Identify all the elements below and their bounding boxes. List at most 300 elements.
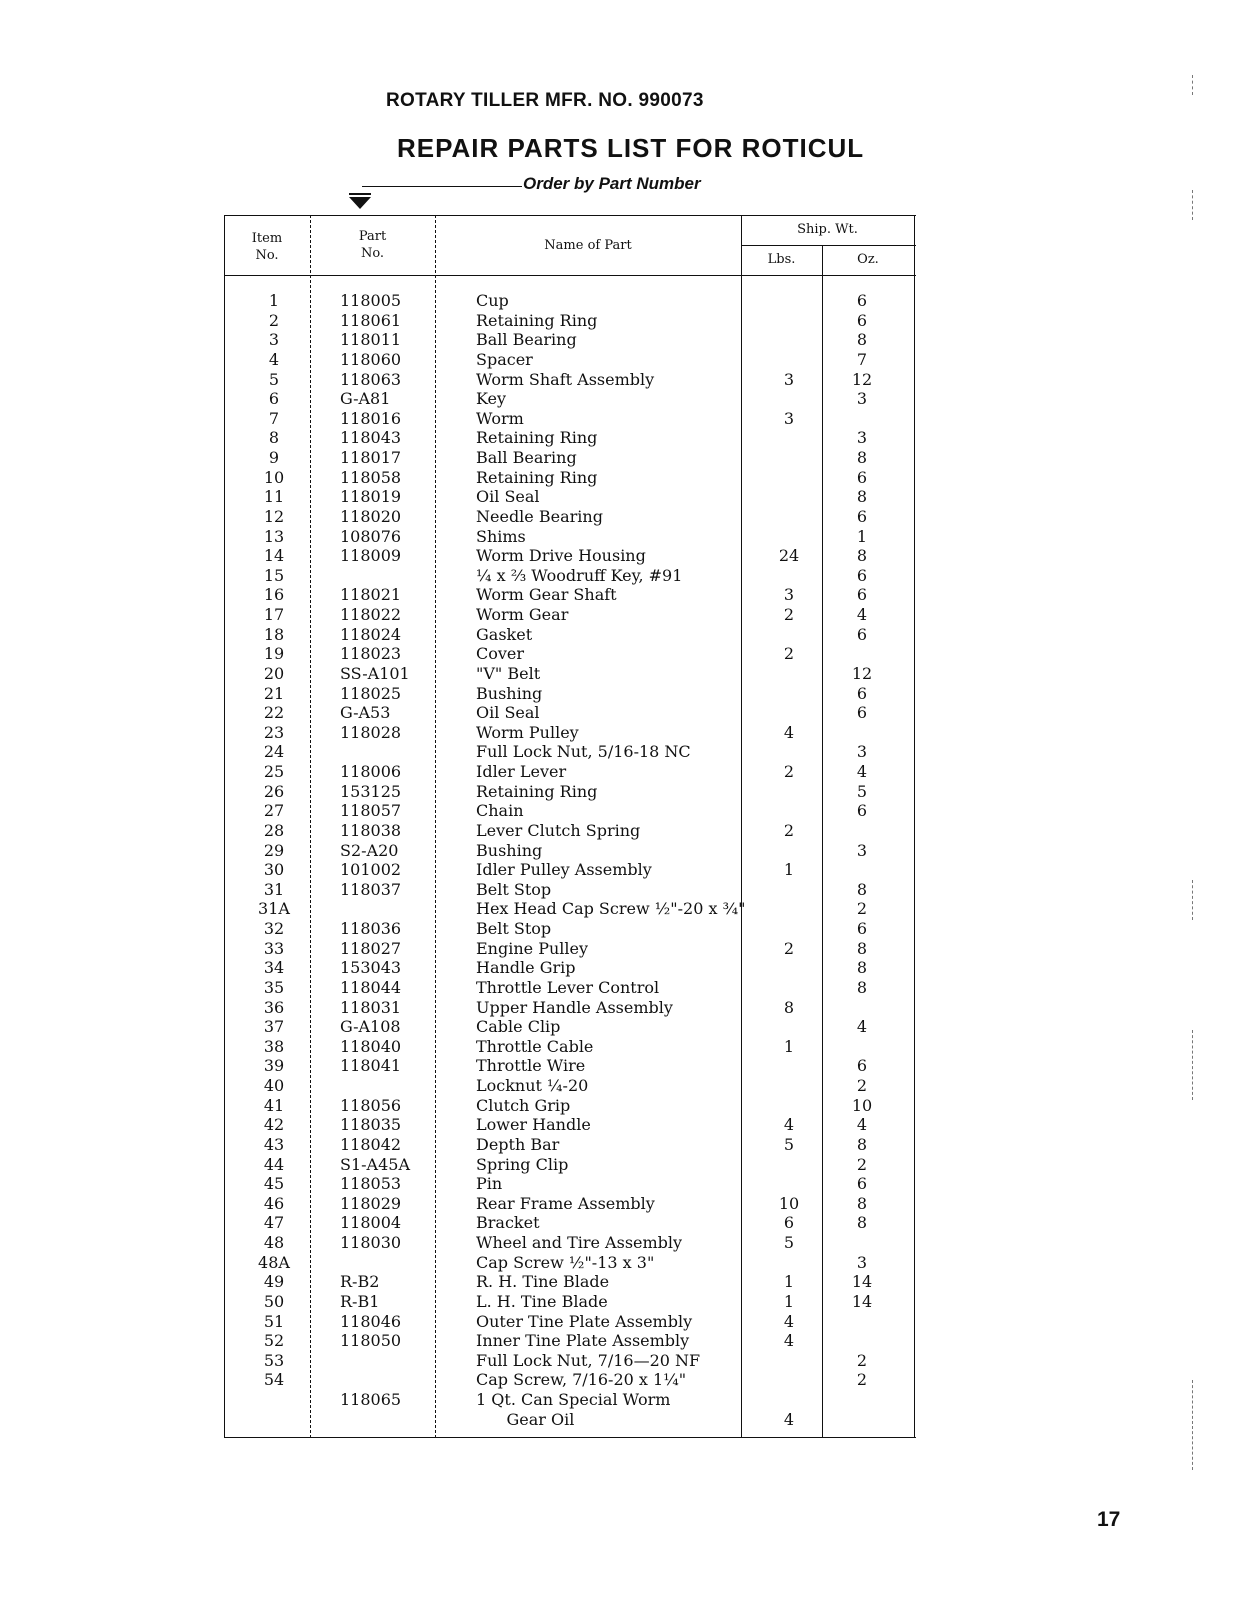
table-row	[224, 782, 916, 802]
weight-oz: 10	[851, 1095, 873, 1115]
part-number: 118057	[340, 801, 402, 821]
part-name: Lower Handle	[476, 1115, 591, 1135]
item-number: 21	[263, 683, 285, 703]
item-number: 18	[263, 624, 285, 644]
table-row	[224, 370, 916, 390]
part-number: 118004	[340, 1213, 402, 1233]
table-row	[224, 1017, 916, 1037]
part-number: G-A108	[340, 1017, 401, 1037]
weight-lbs: 6	[783, 1213, 795, 1233]
item-number: 50	[263, 1291, 285, 1311]
part-name: Bracket	[476, 1213, 540, 1233]
item-number: 27	[263, 801, 285, 821]
part-number: 118060	[340, 349, 402, 369]
item-number: 40	[263, 1076, 285, 1095]
item-number: 12	[263, 506, 285, 526]
item-number: 48A	[258, 1252, 290, 1272]
weight-lbs: 1	[783, 1291, 795, 1311]
part-name: Belt Stop	[476, 879, 552, 899]
weight-oz: 2	[856, 1370, 868, 1390]
part-name: Retaining Ring	[476, 310, 598, 330]
table-row	[224, 311, 916, 331]
weight-oz: 4	[856, 1115, 868, 1135]
part-name: Worm	[476, 408, 524, 428]
item-number: 8	[268, 428, 280, 448]
item-number: 26	[263, 781, 285, 801]
table-row	[224, 546, 916, 566]
part-name: Cable Clip	[476, 1017, 561, 1037]
margin-mark	[1192, 190, 1193, 220]
part-number: 153043	[340, 958, 402, 978]
item-number: 13	[263, 526, 285, 546]
weight-oz: 3	[856, 389, 868, 409]
part-number: 118031	[340, 997, 402, 1017]
table-row	[224, 1370, 916, 1390]
part-name: Lever Clutch Spring	[476, 820, 641, 840]
weight-oz: 4	[856, 605, 868, 624]
item-number: 19	[263, 644, 285, 664]
part-name: Worm Drive Housing	[476, 546, 646, 566]
part-number: 118009	[340, 546, 402, 566]
table-row	[224, 742, 916, 762]
part-number: 118037	[340, 879, 402, 899]
item-number: 33	[263, 938, 285, 958]
table-row	[224, 291, 916, 311]
table-top-rule	[224, 215, 916, 216]
table-row	[224, 684, 916, 704]
weight-lbs: 4	[783, 722, 795, 742]
part-number: 118044	[340, 977, 402, 997]
order-arrow-bar	[349, 193, 371, 195]
weight-oz: 3	[856, 428, 868, 448]
part-number: 118038	[340, 820, 402, 840]
weight-lbs: 4	[783, 1115, 795, 1135]
weight-lbs: 4	[783, 1409, 795, 1429]
part-name: Wheel and Tire Assembly	[476, 1233, 683, 1252]
part-number: 118025	[340, 683, 402, 703]
part-name: Spacer	[476, 349, 533, 369]
order-leader-line	[362, 186, 522, 187]
table-row	[224, 409, 916, 429]
weight-lbs: 3	[783, 369, 795, 389]
item-number: 54	[263, 1370, 285, 1390]
table-row	[224, 428, 916, 448]
part-name: Full Lock Nut, 5/16-18 NC	[476, 742, 691, 762]
col-header-lbs: Lbs.	[767, 252, 796, 267]
table-row	[224, 762, 916, 782]
margin-mark	[1192, 1380, 1193, 1470]
weight-oz: 2	[856, 1154, 868, 1174]
part-name: "V" Belt	[476, 663, 541, 683]
table-row	[224, 1076, 916, 1096]
weight-oz: 14	[851, 1291, 873, 1311]
weight-oz: 6	[856, 1174, 868, 1194]
weight-oz: 12	[851, 369, 873, 389]
table-row	[224, 507, 916, 527]
part-number: 118063	[340, 369, 402, 389]
part-number: 118005	[340, 291, 402, 310]
table-row	[224, 644, 916, 664]
part-number: 118041	[340, 1056, 402, 1076]
col-header-item: Item No.	[251, 231, 283, 263]
item-number: 44	[263, 1154, 285, 1174]
part-name: Ball Bearing	[476, 330, 577, 350]
item-number: 51	[263, 1311, 285, 1331]
part-name: Idler Pulley Assembly	[476, 860, 652, 880]
part-name: Handle Grip	[476, 958, 576, 978]
part-number: R-B2	[340, 1272, 380, 1292]
weight-oz: 7	[856, 349, 868, 369]
part-name: Belt Stop	[476, 919, 552, 938]
item-number: 28	[263, 820, 285, 840]
part-name: Bushing	[476, 683, 543, 703]
part-name: Cap Screw, 7/16-20 x 1¼"	[476, 1370, 687, 1390]
weight-oz: 6	[856, 467, 868, 487]
item-number: 30	[263, 860, 285, 880]
weight-oz: 4	[856, 762, 868, 781]
col-header-oz: Oz.	[857, 252, 879, 267]
part-name: Locknut ¼-20	[476, 1076, 589, 1095]
part-number: 118023	[340, 644, 402, 664]
parts-table-body	[224, 291, 916, 1429]
table-row	[224, 998, 916, 1018]
part-name: Engine Pulley	[476, 938, 589, 958]
item-number: 9	[268, 448, 280, 467]
part-number: 101002	[340, 860, 402, 880]
weight-oz: 6	[856, 683, 868, 703]
part-name: Retaining Ring	[476, 428, 598, 448]
table-row	[224, 939, 916, 959]
table-row	[224, 487, 916, 507]
weight-oz: 6	[856, 310, 868, 330]
part-name: Upper Handle Assembly	[476, 997, 673, 1017]
item-number: 42	[263, 1115, 285, 1135]
part-number: 118029	[340, 1193, 402, 1213]
table-row	[224, 1115, 916, 1135]
weight-oz: 14	[851, 1272, 873, 1292]
part-number: 118065	[340, 1390, 402, 1409]
part-number: 118027	[340, 938, 402, 958]
item-number: 47	[263, 1213, 285, 1233]
table-row	[224, 703, 916, 723]
table-row	[224, 899, 916, 919]
table-row	[224, 1096, 916, 1116]
item-number: 3	[268, 330, 280, 350]
item-number: 48	[263, 1233, 285, 1252]
item-number: 53	[263, 1350, 285, 1370]
part-name: Rear Frame Assembly	[476, 1193, 655, 1213]
page-number: 17	[1097, 1508, 1121, 1531]
part-name: Throttle Wire	[476, 1056, 586, 1076]
weight-oz: 8	[856, 938, 868, 958]
item-number: 16	[263, 585, 285, 605]
item-number: 2	[268, 310, 280, 330]
part-name: Pin	[476, 1174, 503, 1194]
weight-lbs: 2	[783, 605, 795, 624]
part-number: 118043	[340, 428, 402, 448]
item-number: 52	[263, 1331, 285, 1351]
table-row	[224, 389, 916, 409]
part-name: 1 Qt. Can Special Worm	[476, 1390, 671, 1409]
weight-lbs: 8	[783, 997, 795, 1017]
part-number: 118011	[340, 330, 402, 350]
table-row	[224, 1155, 916, 1175]
item-number: 5	[268, 369, 280, 389]
part-number: 118056	[340, 1095, 402, 1115]
col-header-name: Name of Part	[544, 238, 632, 253]
part-name: Retaining Ring	[476, 467, 598, 487]
part-number: 118021	[340, 585, 402, 605]
weight-oz: 8	[856, 1213, 868, 1233]
weight-oz: 6	[856, 291, 868, 310]
item-number: 39	[263, 1056, 285, 1076]
table-row	[224, 860, 916, 880]
table-bottom-rule	[224, 1437, 916, 1438]
table-row	[224, 1410, 916, 1430]
item-number: 45	[263, 1174, 285, 1194]
weight-oz: 4	[856, 1017, 868, 1037]
item-number: 34	[263, 958, 285, 978]
table-row	[224, 350, 916, 370]
part-name: ¼ x ⅔ Woodruff Key, #91	[476, 565, 683, 585]
part-number: 118028	[340, 722, 402, 742]
weight-lbs: 10	[778, 1193, 800, 1213]
table-row	[224, 1292, 916, 1312]
weight-oz: 6	[856, 506, 868, 526]
part-name: L. H. Tine Blade	[476, 1291, 608, 1311]
weight-oz: 1	[856, 526, 868, 546]
part-name: Ball Bearing	[476, 448, 577, 467]
weight-oz: 8	[856, 879, 868, 899]
part-number: 118024	[340, 624, 402, 644]
table-row	[224, 566, 916, 586]
part-name: Outer Tine Plate Assembly	[476, 1311, 693, 1331]
item-number: 35	[263, 977, 285, 997]
table-row	[224, 821, 916, 841]
part-name: Inner Tine Plate Assembly	[476, 1331, 690, 1351]
weight-lbs: 2	[783, 820, 795, 840]
weight-oz: 6	[856, 624, 868, 644]
weight-lbs: 3	[783, 408, 795, 428]
margin-mark	[1192, 880, 1193, 920]
page-title: REPAIR PARTS LIST FOR ROTICUL	[397, 133, 865, 163]
item-number: 41	[263, 1095, 285, 1115]
part-name: Cover	[476, 644, 525, 664]
table-row	[224, 1351, 916, 1371]
weight-lbs: 5	[783, 1134, 795, 1154]
weight-oz: 5	[856, 781, 868, 801]
item-number: 15	[263, 565, 285, 585]
item-number: 36	[263, 997, 285, 1017]
part-name: Worm Shaft Assembly	[476, 369, 655, 389]
table-row	[224, 1253, 916, 1273]
part-number: 118046	[340, 1311, 402, 1331]
weight-oz: 2	[856, 899, 868, 919]
table-row	[224, 625, 916, 645]
part-name: Retaining Ring	[476, 781, 598, 801]
weight-oz: 8	[856, 546, 868, 566]
weight-oz: 8	[856, 1193, 868, 1213]
part-number: 118058	[340, 467, 402, 487]
weight-oz: 2	[856, 1076, 868, 1095]
part-name: Cup	[476, 291, 509, 310]
table-row	[224, 1037, 916, 1057]
part-number: 118020	[340, 506, 402, 526]
part-number: R-B1	[340, 1291, 380, 1311]
table-row	[224, 1056, 916, 1076]
part-number: 118061	[340, 310, 402, 330]
part-name: Depth Bar	[476, 1134, 560, 1154]
weight-oz: 6	[856, 919, 868, 938]
margin-mark	[1192, 1030, 1193, 1100]
item-number: 37	[263, 1017, 285, 1037]
part-name: Throttle Cable	[476, 1036, 594, 1056]
weight-oz: 3	[856, 1252, 868, 1272]
ship-wt-rule	[741, 245, 916, 246]
table-row	[224, 1135, 916, 1155]
weight-lbs: 3	[783, 585, 795, 605]
part-name: Spring Clip	[476, 1154, 569, 1174]
item-number: 43	[263, 1134, 285, 1154]
item-number: 29	[263, 840, 285, 860]
weight-lbs: 4	[783, 1311, 795, 1331]
table-row	[224, 1233, 916, 1253]
part-name: Shims	[476, 526, 526, 546]
table-row	[224, 880, 916, 900]
item-number: 23	[263, 722, 285, 742]
item-number: 49	[263, 1272, 285, 1292]
part-number: G-A53	[340, 703, 391, 723]
part-number: S1-A45A	[340, 1154, 411, 1174]
part-number: SS-A101	[340, 663, 410, 683]
part-name: Throttle Lever Control	[476, 977, 660, 997]
item-number: 6	[268, 389, 280, 409]
weight-oz: 3	[856, 840, 868, 860]
table-row	[224, 919, 916, 939]
item-number: 38	[263, 1036, 285, 1056]
weight-oz: 8	[856, 330, 868, 350]
item-number: 46	[263, 1193, 285, 1213]
table-row	[224, 468, 916, 488]
item-number: 7	[268, 408, 280, 428]
part-number: 118053	[340, 1174, 402, 1194]
table-row	[224, 1213, 916, 1233]
part-name: Idler Lever	[476, 762, 567, 781]
weight-lbs: 1	[783, 1036, 795, 1056]
weight-oz: 8	[856, 958, 868, 978]
part-name: Oil Seal	[476, 487, 540, 507]
part-number: 118022	[340, 605, 402, 624]
part-number: 118035	[340, 1115, 402, 1135]
part-name: Oil Seal	[476, 703, 540, 723]
part-name: Clutch Grip	[476, 1095, 571, 1115]
table-row	[224, 1272, 916, 1292]
table-row	[224, 330, 916, 350]
table-row	[224, 448, 916, 468]
weight-lbs: 2	[783, 762, 795, 781]
part-name: Worm Gear Shaft	[476, 585, 617, 605]
item-number: 10	[263, 467, 285, 487]
part-number: G-A81	[340, 389, 391, 409]
mfr-number: ROTARY TILLER MFR. NO. 990073	[386, 90, 704, 111]
item-number: 11	[263, 487, 285, 507]
weight-oz: 6	[856, 585, 868, 605]
part-number: 118040	[340, 1036, 402, 1056]
table-row	[224, 1194, 916, 1214]
part-name: Cap Screw ½"-13 x 3"	[476, 1252, 655, 1272]
item-number: 31A	[258, 899, 290, 919]
weight-oz: 6	[856, 1056, 868, 1076]
part-number: 118016	[340, 408, 402, 428]
table-row	[224, 585, 916, 605]
item-number: 1	[268, 291, 280, 310]
part-number: 153125	[340, 781, 402, 801]
part-name: R. H. Tine Blade	[476, 1272, 610, 1292]
part-number: 118030	[340, 1233, 402, 1252]
weight-oz: 8	[856, 1134, 868, 1154]
part-number: 118036	[340, 919, 402, 938]
table-row	[224, 664, 916, 684]
part-number: 108076	[340, 526, 402, 546]
item-number: 14	[263, 546, 285, 566]
part-name: Gasket	[476, 624, 533, 644]
weight-lbs: 5	[783, 1233, 795, 1252]
part-name: Chain	[476, 801, 524, 821]
weight-lbs: 24	[778, 546, 800, 566]
table-row	[224, 605, 916, 625]
table-row	[224, 958, 916, 978]
table-row	[224, 978, 916, 998]
weight-oz: 6	[856, 801, 868, 821]
weight-oz: 8	[856, 448, 868, 467]
part-number: 118042	[340, 1134, 402, 1154]
part-name: Key	[476, 389, 507, 409]
part-number: 118050	[340, 1331, 402, 1351]
table-row	[224, 1312, 916, 1332]
weight-oz: 3	[856, 742, 868, 762]
table-row	[224, 841, 916, 861]
part-number: S2-A20	[340, 840, 399, 860]
item-number: 31	[263, 879, 285, 899]
margin-mark	[1192, 75, 1193, 95]
item-number: 20	[263, 663, 285, 683]
weight-lbs: 1	[783, 860, 795, 880]
weight-lbs: 1	[783, 1272, 795, 1292]
table-row	[224, 1390, 916, 1410]
col-header-ship-wt: Ship. Wt.	[797, 222, 858, 237]
weight-oz: 2	[856, 1350, 868, 1370]
part-name: Worm Pulley	[476, 722, 579, 742]
part-name: Needle Bearing	[476, 506, 603, 526]
part-name: Worm Gear	[476, 605, 569, 624]
weight-lbs: 2	[783, 644, 795, 664]
part-name: Gear Oil	[476, 1409, 575, 1429]
weight-oz: 6	[856, 703, 868, 723]
order-note: Order by Part Number	[523, 174, 701, 193]
part-name: Bushing	[476, 840, 543, 860]
part-number: 118017	[340, 448, 402, 467]
weight-oz: 6	[856, 565, 868, 585]
item-number: 17	[263, 605, 285, 624]
part-number: 118006	[340, 762, 402, 781]
weight-oz: 12	[851, 663, 873, 683]
part-name: Hex Head Cap Screw ½"-20 x ¾"	[476, 899, 746, 919]
table-row	[224, 723, 916, 743]
table-row	[224, 527, 916, 547]
item-number: 25	[263, 762, 285, 781]
weight-oz: 8	[856, 487, 868, 507]
part-name: Full Lock Nut, 7/16—20 NF	[476, 1350, 701, 1370]
